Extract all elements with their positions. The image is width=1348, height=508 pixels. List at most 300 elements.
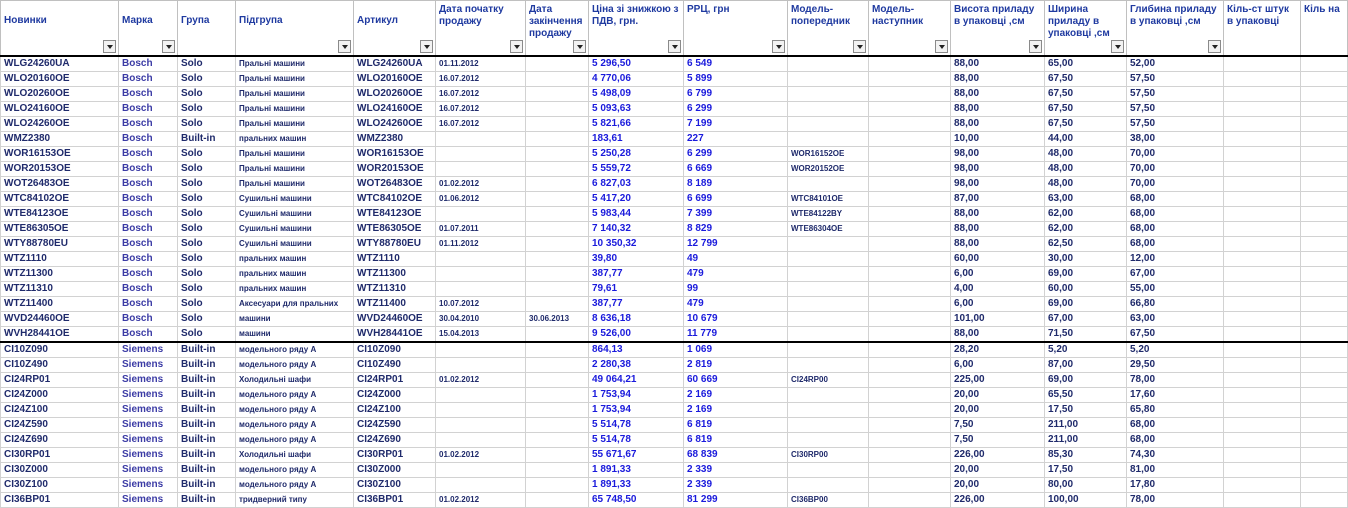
filter-dropdown-icon[interactable]	[935, 40, 948, 53]
header-start-date[interactable]	[436, 1, 526, 57]
cell-width[interactable]: 100,00	[1045, 493, 1127, 508]
table-row[interactable]	[1, 403, 1348, 418]
cell-depth[interactable]: 65,80	[1127, 403, 1224, 418]
cell-article[interactable]: CI24RP01	[354, 373, 436, 388]
cell-qty[interactable]	[1224, 327, 1301, 343]
cell-price[interactable]: 5 498,09	[589, 87, 684, 102]
table-row[interactable]	[1, 87, 1348, 102]
filter-dropdown-icon[interactable]	[510, 40, 523, 53]
cell-predecessor[interactable]: WOR20152OE	[788, 162, 869, 177]
cell-subgroup[interactable]: Сушильні машини	[236, 222, 354, 237]
filter-dropdown-icon[interactable]	[1208, 40, 1221, 53]
cell-qty2[interactable]	[1301, 433, 1348, 448]
cell-successor[interactable]	[869, 237, 951, 252]
cell-article[interactable]: WVD24460OE	[354, 312, 436, 327]
cell-rrp[interactable]: 8 829	[684, 222, 788, 237]
cell-group[interactable]: Solo	[178, 207, 236, 222]
table-row[interactable]	[1, 117, 1348, 132]
cell-qty[interactable]	[1224, 478, 1301, 493]
cell-predecessor[interactable]	[788, 72, 869, 87]
cell-subgroup[interactable]: модельного ряду A	[236, 478, 354, 493]
cell-depth[interactable]: 29,50	[1127, 358, 1224, 373]
cell-price[interactable]: 49 064,21	[589, 373, 684, 388]
cell-successor[interactable]	[869, 403, 951, 418]
header-article[interactable]	[354, 1, 436, 57]
cell-brand[interactable]: Bosch	[119, 177, 178, 192]
cell-article[interactable]: WLO24160OE	[354, 102, 436, 117]
cell-depth[interactable]: 66,80	[1127, 297, 1224, 312]
cell-predecessor[interactable]	[788, 478, 869, 493]
cell-predecessor[interactable]	[788, 463, 869, 478]
cell-subgroup[interactable]: Холодильні шафи	[236, 448, 354, 463]
cell-new[interactable]: WTZ11400	[1, 297, 119, 312]
cell-predecessor[interactable]	[788, 358, 869, 373]
cell-width[interactable]: 5,20	[1045, 342, 1127, 358]
cell-predecessor[interactable]: WTE84122BY	[788, 207, 869, 222]
filter-dropdown-icon[interactable]	[573, 40, 586, 53]
table-row[interactable]	[1, 373, 1348, 388]
cell-depth[interactable]: 17,60	[1127, 388, 1224, 403]
cell-group[interactable]: Solo	[178, 72, 236, 87]
cell-qty2[interactable]	[1301, 192, 1348, 207]
cell-depth[interactable]: 12,00	[1127, 252, 1224, 267]
cell-rrp[interactable]: 6 669	[684, 162, 788, 177]
cell-qty2[interactable]	[1301, 327, 1348, 343]
cell-predecessor[interactable]: WTC84101OE	[788, 192, 869, 207]
cell-price[interactable]: 8 636,18	[589, 312, 684, 327]
cell-article[interactable]: CI30Z100	[354, 478, 436, 493]
cell-end-date[interactable]	[526, 493, 589, 508]
cell-end-date[interactable]	[526, 358, 589, 373]
cell-successor[interactable]	[869, 132, 951, 147]
header-height[interactable]	[951, 1, 1045, 57]
cell-brand[interactable]: Siemens	[119, 433, 178, 448]
cell-start-date[interactable]: 01.02.2012	[436, 373, 526, 388]
cell-height[interactable]: 88,00	[951, 102, 1045, 117]
table-row[interactable]	[1, 358, 1348, 373]
cell-rrp[interactable]: 81 299	[684, 493, 788, 508]
cell-predecessor[interactable]	[788, 433, 869, 448]
cell-brand[interactable]: Siemens	[119, 463, 178, 478]
header-depth[interactable]	[1127, 1, 1224, 57]
cell-width[interactable]: 62,00	[1045, 222, 1127, 237]
cell-start-date[interactable]: 01.06.2012	[436, 192, 526, 207]
cell-price[interactable]: 39,80	[589, 252, 684, 267]
cell-article[interactable]: CI30Z000	[354, 463, 436, 478]
cell-group[interactable]: Built-in	[178, 478, 236, 493]
cell-rrp[interactable]: 7 199	[684, 117, 788, 132]
cell-successor[interactable]	[869, 282, 951, 297]
cell-successor[interactable]	[869, 418, 951, 433]
cell-group[interactable]: Solo	[178, 56, 236, 72]
header-qty[interactable]	[1224, 1, 1301, 57]
cell-start-date[interactable]: 01.02.2012	[436, 448, 526, 463]
filter-dropdown-icon[interactable]	[853, 40, 866, 53]
cell-new[interactable]: CI36BP01	[1, 493, 119, 508]
cell-new[interactable]: WOR16153OE	[1, 147, 119, 162]
cell-group[interactable]: Built-in	[178, 132, 236, 147]
cell-subgroup[interactable]: пральних машин	[236, 252, 354, 267]
cell-article[interactable]: WOR16153OE	[354, 147, 436, 162]
cell-start-date[interactable]: 16.07.2012	[436, 72, 526, 87]
cell-predecessor[interactable]	[788, 388, 869, 403]
cell-rrp[interactable]: 479	[684, 267, 788, 282]
header-width[interactable]	[1045, 1, 1127, 57]
cell-price[interactable]: 6 827,03	[589, 177, 684, 192]
cell-start-date[interactable]: 01.02.2012	[436, 177, 526, 192]
cell-new[interactable]: CI24Z100	[1, 403, 119, 418]
cell-group[interactable]: Solo	[178, 237, 236, 252]
cell-rrp[interactable]: 11 779	[684, 327, 788, 343]
cell-rrp[interactable]: 10 679	[684, 312, 788, 327]
cell-qty[interactable]	[1224, 312, 1301, 327]
cell-height[interactable]: 28,20	[951, 342, 1045, 358]
cell-successor[interactable]	[869, 192, 951, 207]
cell-price[interactable]: 5 417,20	[589, 192, 684, 207]
cell-qty[interactable]	[1224, 282, 1301, 297]
cell-qty2[interactable]	[1301, 87, 1348, 102]
cell-end-date[interactable]	[526, 56, 589, 72]
cell-end-date[interactable]	[526, 192, 589, 207]
cell-price[interactable]: 1 753,94	[589, 403, 684, 418]
cell-qty2[interactable]	[1301, 312, 1348, 327]
cell-new[interactable]: WLG24260UA	[1, 56, 119, 72]
cell-predecessor[interactable]	[788, 237, 869, 252]
cell-group[interactable]: Solo	[178, 222, 236, 237]
cell-height[interactable]: 101,00	[951, 312, 1045, 327]
cell-new[interactable]: CI24Z590	[1, 418, 119, 433]
cell-depth[interactable]: 70,00	[1127, 147, 1224, 162]
cell-group[interactable]: Solo	[178, 162, 236, 177]
cell-depth[interactable]: 74,30	[1127, 448, 1224, 463]
cell-brand[interactable]: Bosch	[119, 207, 178, 222]
filter-dropdown-icon[interactable]	[1111, 40, 1124, 53]
cell-price[interactable]: 387,77	[589, 297, 684, 312]
cell-article[interactable]: WTZ11310	[354, 282, 436, 297]
cell-brand[interactable]: Bosch	[119, 87, 178, 102]
cell-qty2[interactable]	[1301, 478, 1348, 493]
cell-depth[interactable]: 68,00	[1127, 237, 1224, 252]
cell-depth[interactable]: 68,00	[1127, 222, 1224, 237]
cell-end-date[interactable]	[526, 418, 589, 433]
cell-qty2[interactable]	[1301, 117, 1348, 132]
cell-predecessor[interactable]	[788, 297, 869, 312]
cell-brand[interactable]: Bosch	[119, 237, 178, 252]
cell-end-date[interactable]	[526, 373, 589, 388]
cell-brand[interactable]: Bosch	[119, 147, 178, 162]
cell-width[interactable]: 44,00	[1045, 132, 1127, 147]
cell-rrp[interactable]: 2 339	[684, 463, 788, 478]
cell-start-date[interactable]: 01.11.2012	[436, 56, 526, 72]
cell-price[interactable]: 1 753,94	[589, 388, 684, 403]
cell-price[interactable]: 2 280,38	[589, 358, 684, 373]
table-row[interactable]	[1, 327, 1348, 343]
table-row[interactable]	[1, 463, 1348, 478]
cell-article[interactable]: WLO20260OE	[354, 87, 436, 102]
cell-qty[interactable]	[1224, 222, 1301, 237]
cell-price[interactable]: 5 559,72	[589, 162, 684, 177]
cell-qty2[interactable]	[1301, 132, 1348, 147]
cell-predecessor[interactable]: CI30RP00	[788, 448, 869, 463]
cell-rrp[interactable]: 7 399	[684, 207, 788, 222]
cell-predecessor[interactable]	[788, 282, 869, 297]
cell-new[interactable]: WLO24160OE	[1, 102, 119, 117]
cell-predecessor[interactable]	[788, 87, 869, 102]
cell-new[interactable]: WOT26483OE	[1, 177, 119, 192]
cell-subgroup[interactable]: пральних машин	[236, 132, 354, 147]
filter-dropdown-icon[interactable]	[162, 40, 175, 53]
cell-price[interactable]: 1 891,33	[589, 478, 684, 493]
cell-price[interactable]: 5 093,63	[589, 102, 684, 117]
cell-start-date[interactable]	[436, 388, 526, 403]
cell-start-date[interactable]: 10.07.2012	[436, 297, 526, 312]
cell-group[interactable]: Built-in	[178, 403, 236, 418]
cell-subgroup[interactable]: Пральні машини	[236, 147, 354, 162]
cell-end-date[interactable]	[526, 463, 589, 478]
cell-qty[interactable]	[1224, 493, 1301, 508]
cell-qty[interactable]	[1224, 237, 1301, 252]
cell-subgroup[interactable]: Пральні машини	[236, 117, 354, 132]
cell-height[interactable]: 20,00	[951, 388, 1045, 403]
table-row[interactable]	[1, 478, 1348, 493]
cell-subgroup[interactable]: машини	[236, 327, 354, 343]
cell-subgroup[interactable]: Пральні машини	[236, 102, 354, 117]
cell-qty[interactable]	[1224, 403, 1301, 418]
cell-price[interactable]: 5 514,78	[589, 433, 684, 448]
cell-brand[interactable]: Siemens	[119, 493, 178, 508]
cell-qty[interactable]	[1224, 358, 1301, 373]
cell-end-date[interactable]	[526, 72, 589, 87]
cell-new[interactable]: WOR20153OE	[1, 162, 119, 177]
cell-new[interactable]: CI30Z100	[1, 478, 119, 493]
table-row[interactable]	[1, 342, 1348, 358]
cell-new[interactable]: WTE86305OE	[1, 222, 119, 237]
cell-article[interactable]: WLO20160OE	[354, 72, 436, 87]
cell-price[interactable]: 10 350,32	[589, 237, 684, 252]
cell-end-date[interactable]	[526, 222, 589, 237]
cell-group[interactable]: Built-in	[178, 373, 236, 388]
cell-width[interactable]: 62,50	[1045, 237, 1127, 252]
cell-predecessor[interactable]	[788, 102, 869, 117]
cell-subgroup[interactable]: пральних машин	[236, 282, 354, 297]
cell-article[interactable]: WLO24260OE	[354, 117, 436, 132]
cell-successor[interactable]	[869, 358, 951, 373]
cell-start-date[interactable]: 30.04.2010	[436, 312, 526, 327]
cell-successor[interactable]	[869, 162, 951, 177]
cell-depth[interactable]: 67,50	[1127, 327, 1224, 343]
cell-rrp[interactable]: 8 189	[684, 177, 788, 192]
cell-article[interactable]: CI24Z590	[354, 418, 436, 433]
cell-width[interactable]: 85,30	[1045, 448, 1127, 463]
cell-height[interactable]: 6,00	[951, 297, 1045, 312]
cell-width[interactable]: 48,00	[1045, 162, 1127, 177]
table-row[interactable]	[1, 237, 1348, 252]
cell-brand[interactable]: Bosch	[119, 72, 178, 87]
cell-brand[interactable]: Bosch	[119, 102, 178, 117]
cell-qty2[interactable]	[1301, 147, 1348, 162]
cell-width[interactable]: 80,00	[1045, 478, 1127, 493]
cell-height[interactable]: 88,00	[951, 207, 1045, 222]
table-row[interactable]	[1, 222, 1348, 237]
cell-qty[interactable]	[1224, 56, 1301, 72]
cell-qty2[interactable]	[1301, 403, 1348, 418]
table-row[interactable]	[1, 132, 1348, 147]
header-new[interactable]	[1, 1, 119, 57]
cell-subgroup[interactable]: модельного ряду A	[236, 388, 354, 403]
cell-successor[interactable]	[869, 252, 951, 267]
cell-width[interactable]: 17,50	[1045, 403, 1127, 418]
cell-new[interactable]: CI10Z490	[1, 358, 119, 373]
cell-qty2[interactable]	[1301, 252, 1348, 267]
cell-height[interactable]: 88,00	[951, 87, 1045, 102]
cell-predecessor[interactable]: CI36BP00	[788, 493, 869, 508]
cell-subgroup[interactable]: модельного ряду A	[236, 463, 354, 478]
cell-qty2[interactable]	[1301, 493, 1348, 508]
cell-successor[interactable]	[869, 373, 951, 388]
cell-brand[interactable]: Siemens	[119, 373, 178, 388]
cell-subgroup[interactable]: Сушильні машини	[236, 237, 354, 252]
cell-brand[interactable]: Bosch	[119, 327, 178, 343]
table-row[interactable]	[1, 102, 1348, 117]
cell-subgroup[interactable]: Пральні машини	[236, 162, 354, 177]
cell-height[interactable]: 10,00	[951, 132, 1045, 147]
cell-successor[interactable]	[869, 117, 951, 132]
cell-start-date[interactable]	[436, 132, 526, 147]
cell-qty2[interactable]	[1301, 237, 1348, 252]
cell-start-date[interactable]	[436, 267, 526, 282]
cell-height[interactable]: 98,00	[951, 177, 1045, 192]
cell-brand[interactable]: Bosch	[119, 222, 178, 237]
cell-width[interactable]: 30,00	[1045, 252, 1127, 267]
cell-rrp[interactable]: 227	[684, 132, 788, 147]
table-row[interactable]	[1, 192, 1348, 207]
cell-successor[interactable]	[869, 478, 951, 493]
cell-predecessor[interactable]: CI24RP00	[788, 373, 869, 388]
cell-price[interactable]: 9 526,00	[589, 327, 684, 343]
cell-predecessor[interactable]	[788, 252, 869, 267]
cell-new[interactable]: WVD24460OE	[1, 312, 119, 327]
cell-start-date[interactable]	[436, 207, 526, 222]
cell-start-date[interactable]: 16.07.2012	[436, 87, 526, 102]
cell-height[interactable]: 20,00	[951, 403, 1045, 418]
cell-width[interactable]: 87,00	[1045, 358, 1127, 373]
cell-price[interactable]: 5 250,28	[589, 147, 684, 162]
cell-qty[interactable]	[1224, 448, 1301, 463]
cell-height[interactable]: 88,00	[951, 222, 1045, 237]
cell-brand[interactable]: Siemens	[119, 448, 178, 463]
cell-width[interactable]: 62,00	[1045, 207, 1127, 222]
cell-qty[interactable]	[1224, 102, 1301, 117]
cell-article[interactable]: WTY88780EU	[354, 237, 436, 252]
header-predecessor[interactable]	[788, 1, 869, 57]
cell-qty2[interactable]	[1301, 102, 1348, 117]
cell-qty2[interactable]	[1301, 222, 1348, 237]
cell-qty[interactable]	[1224, 342, 1301, 358]
cell-end-date[interactable]	[526, 433, 589, 448]
cell-new[interactable]: WMZ2380	[1, 132, 119, 147]
header-group[interactable]	[178, 1, 236, 57]
cell-article[interactable]: CI36BP01	[354, 493, 436, 508]
table-row[interactable]	[1, 147, 1348, 162]
cell-width[interactable]: 67,50	[1045, 102, 1127, 117]
cell-predecessor[interactable]: WTE86304OE	[788, 222, 869, 237]
cell-brand[interactable]: Siemens	[119, 342, 178, 358]
cell-rrp[interactable]: 6 299	[684, 147, 788, 162]
cell-rrp[interactable]: 6 299	[684, 102, 788, 117]
cell-successor[interactable]	[869, 297, 951, 312]
cell-depth[interactable]: 70,00	[1127, 177, 1224, 192]
cell-group[interactable]: Built-in	[178, 463, 236, 478]
cell-depth[interactable]: 68,00	[1127, 433, 1224, 448]
cell-new[interactable]: WTE84123OE	[1, 207, 119, 222]
cell-qty[interactable]	[1224, 177, 1301, 192]
header-end-date[interactable]	[526, 1, 589, 57]
header-brand[interactable]	[119, 1, 178, 57]
header-successor[interactable]	[869, 1, 951, 57]
cell-group[interactable]: Solo	[178, 327, 236, 343]
table-row[interactable]	[1, 72, 1348, 87]
cell-width[interactable]: 71,50	[1045, 327, 1127, 343]
cell-qty[interactable]	[1224, 72, 1301, 87]
cell-rrp[interactable]: 6 819	[684, 418, 788, 433]
cell-article[interactable]: CI24Z690	[354, 433, 436, 448]
table-row[interactable]	[1, 433, 1348, 448]
cell-successor[interactable]	[869, 147, 951, 162]
cell-rrp[interactable]: 68 839	[684, 448, 788, 463]
cell-successor[interactable]	[869, 177, 951, 192]
cell-qty[interactable]	[1224, 252, 1301, 267]
table-row[interactable]	[1, 267, 1348, 282]
cell-end-date[interactable]	[526, 388, 589, 403]
cell-qty[interactable]	[1224, 297, 1301, 312]
cell-width[interactable]: 67,00	[1045, 312, 1127, 327]
cell-subgroup[interactable]: машини	[236, 312, 354, 327]
cell-rrp[interactable]: 12 799	[684, 237, 788, 252]
cell-qty[interactable]	[1224, 87, 1301, 102]
cell-article[interactable]: CI30RP01	[354, 448, 436, 463]
cell-start-date[interactable]: 01.11.2012	[436, 237, 526, 252]
cell-rrp[interactable]: 99	[684, 282, 788, 297]
cell-qty2[interactable]	[1301, 388, 1348, 403]
cell-brand[interactable]: Bosch	[119, 56, 178, 72]
cell-predecessor[interactable]	[788, 267, 869, 282]
cell-width[interactable]: 69,00	[1045, 373, 1127, 388]
cell-height[interactable]: 7,50	[951, 433, 1045, 448]
cell-start-date[interactable]: 01.07.2011	[436, 222, 526, 237]
cell-predecessor[interactable]	[788, 132, 869, 147]
cell-group[interactable]: Solo	[178, 117, 236, 132]
cell-new[interactable]: CI30Z000	[1, 463, 119, 478]
cell-end-date[interactable]	[526, 147, 589, 162]
filter-dropdown-icon[interactable]	[103, 40, 116, 53]
cell-depth[interactable]: 70,00	[1127, 162, 1224, 177]
cell-article[interactable]: WTE86305OE	[354, 222, 436, 237]
cell-qty2[interactable]	[1301, 342, 1348, 358]
cell-group[interactable]: Solo	[178, 147, 236, 162]
cell-depth[interactable]: 68,00	[1127, 418, 1224, 433]
cell-width[interactable]: 48,00	[1045, 177, 1127, 192]
table-row[interactable]	[1, 448, 1348, 463]
cell-successor[interactable]	[869, 463, 951, 478]
cell-subgroup[interactable]: Пральні машини	[236, 87, 354, 102]
cell-predecessor[interactable]	[788, 403, 869, 418]
cell-predecessor[interactable]	[788, 177, 869, 192]
cell-price[interactable]: 5 514,78	[589, 418, 684, 433]
cell-height[interactable]: 98,00	[951, 162, 1045, 177]
cell-new[interactable]: CI24RP01	[1, 373, 119, 388]
table-row[interactable]	[1, 282, 1348, 297]
filter-dropdown-icon[interactable]	[420, 40, 433, 53]
